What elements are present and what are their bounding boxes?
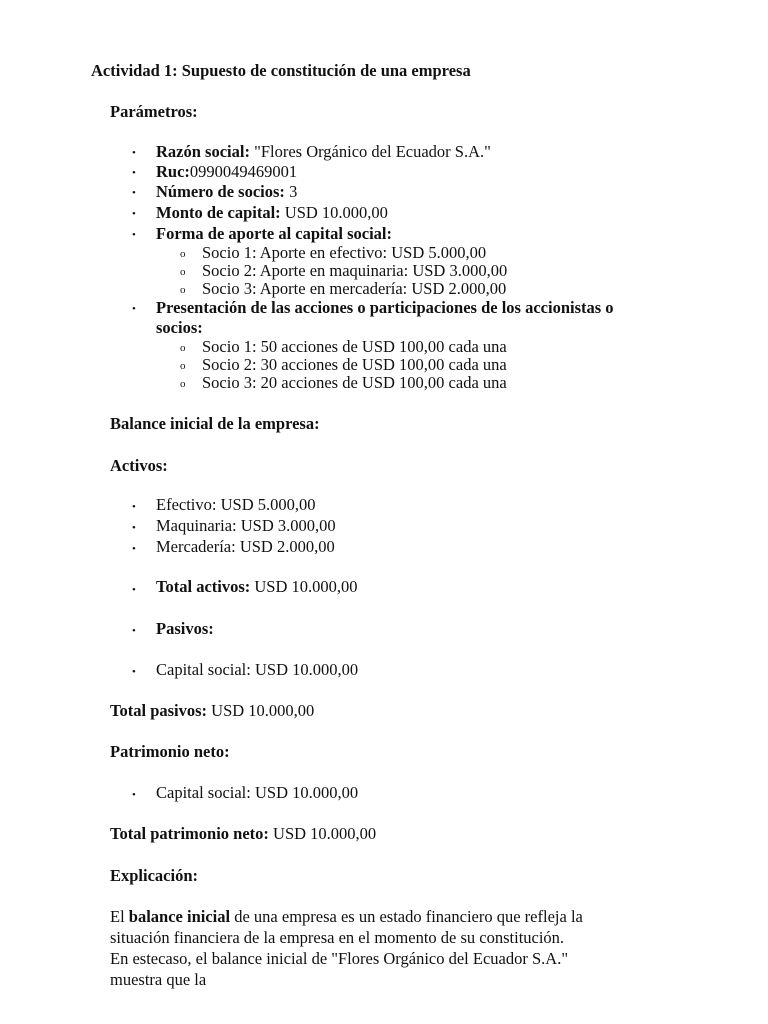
bullet-icon: • <box>132 303 136 315</box>
bullet-icon: • <box>132 147 136 159</box>
circle-bullet-icon: o <box>180 266 186 278</box>
pasivos-heading: Pasivos: <box>156 619 214 638</box>
total-activos: Total activos: USD 10.000,00 <box>156 577 358 596</box>
balance-heading: Balance inicial de la empresa: <box>110 414 320 433</box>
bullet-icon: • <box>132 625 136 637</box>
pasivos-item: Capital social: USD 10.000,00 <box>156 660 359 679</box>
patrimonio-heading: Patrimonio neto: <box>110 742 230 761</box>
circle-bullet-icon: o <box>180 284 186 296</box>
bullet-icon: • <box>132 167 136 179</box>
explicacion-line1: El balance inicial de una empresa es un estado financiero que refleja la <box>110 907 583 926</box>
accion-item: Socio 2: 30 acciones de USD 100,00 cada una <box>202 355 507 374</box>
total-patrimonio: Total patrimonio neto: USD 10.000,00 <box>110 824 377 843</box>
activo-item: Mercadería: USD 2.000,00 <box>156 537 335 556</box>
bullet-icon: • <box>132 501 136 513</box>
bullet-icon: • <box>132 666 136 678</box>
circle-bullet-icon: o <box>180 360 186 372</box>
bullet-icon: • <box>132 584 136 596</box>
explicacion-line2: situación financiera de la empresa en el momento de su constitución. <box>110 928 565 947</box>
patrimonio-item: Capital social: USD 10.000,00 <box>156 783 359 802</box>
circle-bullet-icon: o <box>180 378 186 390</box>
accion-item: Socio 1: 50 acciones de USD 100,00 cada una <box>202 337 507 356</box>
bullet-icon: • <box>132 187 136 199</box>
bullet-icon: • <box>132 229 136 241</box>
total-pasivos: Total pasivos: USD 10.000,00 <box>110 701 315 720</box>
explicacion-line3: En estecaso, el balance inicial de "Flores Orgánico del Ecuador S.A." <box>110 949 569 968</box>
bullet-icon: • <box>132 543 136 555</box>
bullet-icon: • <box>132 789 136 801</box>
parametros-heading: Parámetros: <box>110 102 198 121</box>
explicacion-line4: muestra que la <box>110 970 207 989</box>
presentacion-line2: socios: <box>156 318 203 337</box>
accion-item: Socio 3: 20 acciones de USD 100,00 cada una <box>202 373 507 392</box>
param-forma-aporte: Forma de aporte al capital social: <box>156 224 392 243</box>
activos-heading: Activos: <box>110 456 168 475</box>
param-monto-capital: Monto de capital: USD 10.000,00 <box>156 203 388 222</box>
param-razon-social: Razón social: "Flores Orgánico del Ecuador S.A." <box>156 142 491 161</box>
activo-item: Efectivo: USD 5.000,00 <box>156 495 316 514</box>
param-numero-socios: Número de socios: 3 <box>156 182 298 201</box>
circle-bullet-icon: o <box>180 342 186 354</box>
bullet-icon: • <box>132 522 136 534</box>
document-title: Actividad 1: Supuesto de constitución de una empresa <box>91 61 471 80</box>
aporte-item: Socio 3: Aporte en mercadería: USD 2.000,00 <box>202 279 507 298</box>
activo-item: Maquinaria: USD 3.000,00 <box>156 516 336 535</box>
circle-bullet-icon: o <box>180 248 186 260</box>
aporte-item: Socio 1: Aporte en efectivo: USD 5.000,00 <box>202 243 487 262</box>
param-ruc: Ruc:0990049469001 <box>156 162 298 181</box>
explicacion-heading: Explicación: <box>110 866 199 885</box>
presentacion-line1: Presentación de las acciones o participaciones de los accionistas o <box>156 298 614 317</box>
bullet-icon: • <box>132 208 136 220</box>
aporte-item: Socio 2: Aporte en maquinaria: USD 3.000,00 <box>202 261 508 280</box>
